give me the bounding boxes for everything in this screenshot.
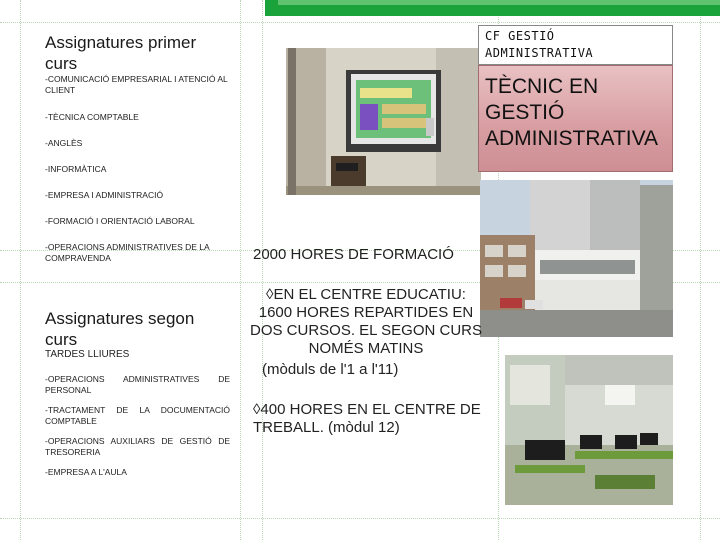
- classroom-photo: [286, 48, 481, 195]
- grid-line: [240, 0, 241, 540]
- subject-item: -TRACTAMENT DE LA DOCUMENTACIÓ COMPTABLE: [45, 405, 230, 426]
- workplace-hours-text: ◊400 HORES EN EL CENTRE DE TREBALL. (mòdul 12): [253, 401, 481, 436]
- subject-item: -ANGLÈS: [45, 138, 83, 148]
- cf-label-box: CF GESTIÓ ADMINISTRATIVA: [478, 25, 673, 65]
- computer-lab-photo: [505, 355, 673, 505]
- school-hours-text: ◊EN EL CENTRE EDUCATIU: 1600 HORES REPARTIDES EN DOS CURSOS. EL SEGON CURS NOMÉS MATINS: [250, 286, 482, 357]
- course-title-box: TÈCNIC EN GESTIÓ ADMINISTRATIVA: [478, 65, 673, 172]
- subject-item: -INFORMÀTICA: [45, 164, 107, 174]
- total-hours: 2000 HORES DE FORMACIÓ: [253, 246, 454, 263]
- subject-item: -EMPRESA I ADMINISTRACIÓ: [45, 190, 164, 200]
- grid-line: [700, 0, 701, 540]
- subject-item: -FORMACIÓ I ORIENTACIÓ LABORAL: [45, 216, 195, 226]
- subject-item: -OPERACIONS ADMINISTRATIVES DE LA COMPRAVENDA: [45, 242, 210, 263]
- grid-line: [20, 0, 21, 540]
- subject-item: -OPERACIONS ADMINISTRATIVES DE PERSONAL: [45, 374, 230, 395]
- second-year-heading: Assignatures segon curs: [45, 309, 195, 349]
- school-modules-text: (mòduls de l'1 a l'11): [262, 361, 399, 378]
- grid-line: [262, 0, 263, 540]
- subject-item: -EMPRESA A L'AULA: [45, 467, 127, 477]
- top-accent-highlight: [278, 0, 720, 5]
- subject-item: -TÈCNICA COMPTABLE: [45, 112, 139, 122]
- grid-line: [0, 22, 720, 23]
- school-building-photo: [480, 180, 673, 337]
- grid-line: [0, 518, 720, 519]
- subject-item: -OPERACIONS AUXILIARS DE GESTIÓ DE TRESORERIA: [45, 436, 230, 457]
- subject-item: -COMUNICACIÓ EMPRESARIAL I ATENCIÓ AL CLIENT: [45, 74, 228, 95]
- second-year-note: TARDES LLIURES: [45, 349, 130, 360]
- first-year-heading: Assignatures primer curs: [45, 33, 197, 73]
